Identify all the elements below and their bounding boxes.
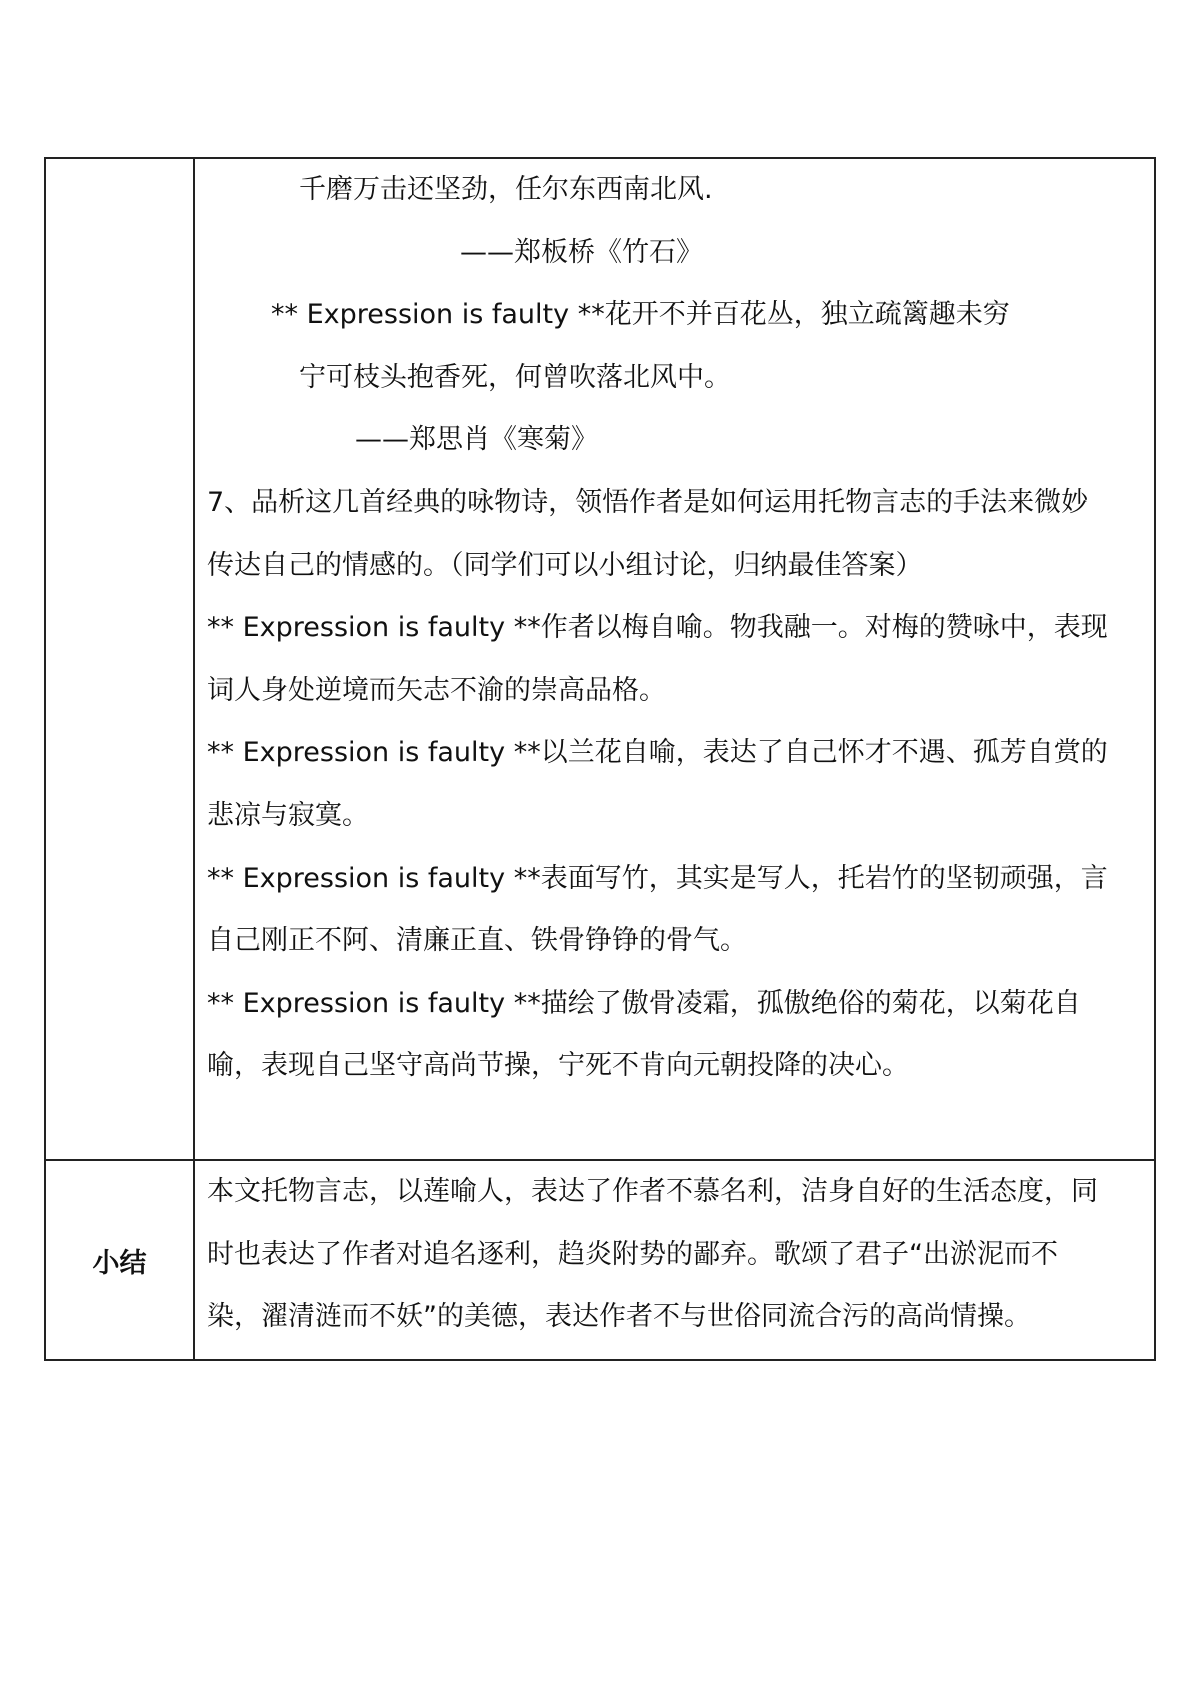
question-text: 7、品析这几首经典的咏物诗，领悟作者是如何运用托物言志的手法来微妙 xyxy=(207,486,1089,518)
answer-text: ** Expression is faulty **描绘了傲骨凌霜，孤傲绝俗的菊花，以菊花自 xyxy=(207,987,1081,1019)
answer-text: ** Expression is faulty **表面写竹，其实是写人，托岩竹的坚韧顽强，言 xyxy=(207,862,1108,894)
poem-line: 宁可枝头抱香死，何曾吹落北风中。 xyxy=(299,361,731,393)
summary-cell xyxy=(194,1160,1155,1360)
question-text: 传达自己的情感的。（同学们可以小组讨论，归纳最佳答案） xyxy=(207,549,923,581)
poem-author: ——郑板桥《竹石》 xyxy=(460,236,703,268)
summary-text: 时也表达了作者对追名逐利，趋炎附势的鄙弃。歌颂了君子“出淤泥而不 xyxy=(207,1238,1058,1270)
summary-text: 本文托物言志，以莲喻人，表达了作者不慕名利，洁身自好的生活态度，同 xyxy=(207,1176,1098,1207)
answer-text: 悲凉与寂寞。 xyxy=(207,799,369,831)
answer-text: 词人身处逆境而矢志不渝的崇高品格。 xyxy=(207,674,666,706)
answer-text: 喻，表现自己坚守高尚节操，宁死不肯向元朝投降的决心。 xyxy=(207,1050,909,1082)
summary-text: 染，濯清涟而不妖”的美德，表达作者不与世俗同流合污的高尚情操。 xyxy=(207,1301,1031,1333)
summary-row xyxy=(45,1160,1155,1360)
poem-line: ** Expression is faulty **花开不并百花丛，独立疏篱趣未穷 xyxy=(271,299,1010,331)
main-row xyxy=(45,158,1155,1160)
lesson-table xyxy=(44,157,1156,1361)
answer-text: 自己刚正不阿、清廉正直、铁骨铮铮的骨气。 xyxy=(207,925,747,957)
poem-line: 千磨万击还坚劲，任尔东西南北风. xyxy=(299,174,713,205)
answer-text: ** Expression is faulty **作者以梅自喻。物我融一。对梅的赞咏中，表现 xyxy=(207,612,1108,644)
poem-author: ——郑思肖《寒菊》 xyxy=(355,424,598,456)
summary-label: 小结 xyxy=(45,1160,194,1360)
content-cell xyxy=(194,158,1155,1160)
answer-text: ** Expression is faulty **以兰花自喻，表达了自己怀才不遇、孤芳自赏的 xyxy=(207,737,1108,769)
left-empty-cell xyxy=(45,158,194,1160)
